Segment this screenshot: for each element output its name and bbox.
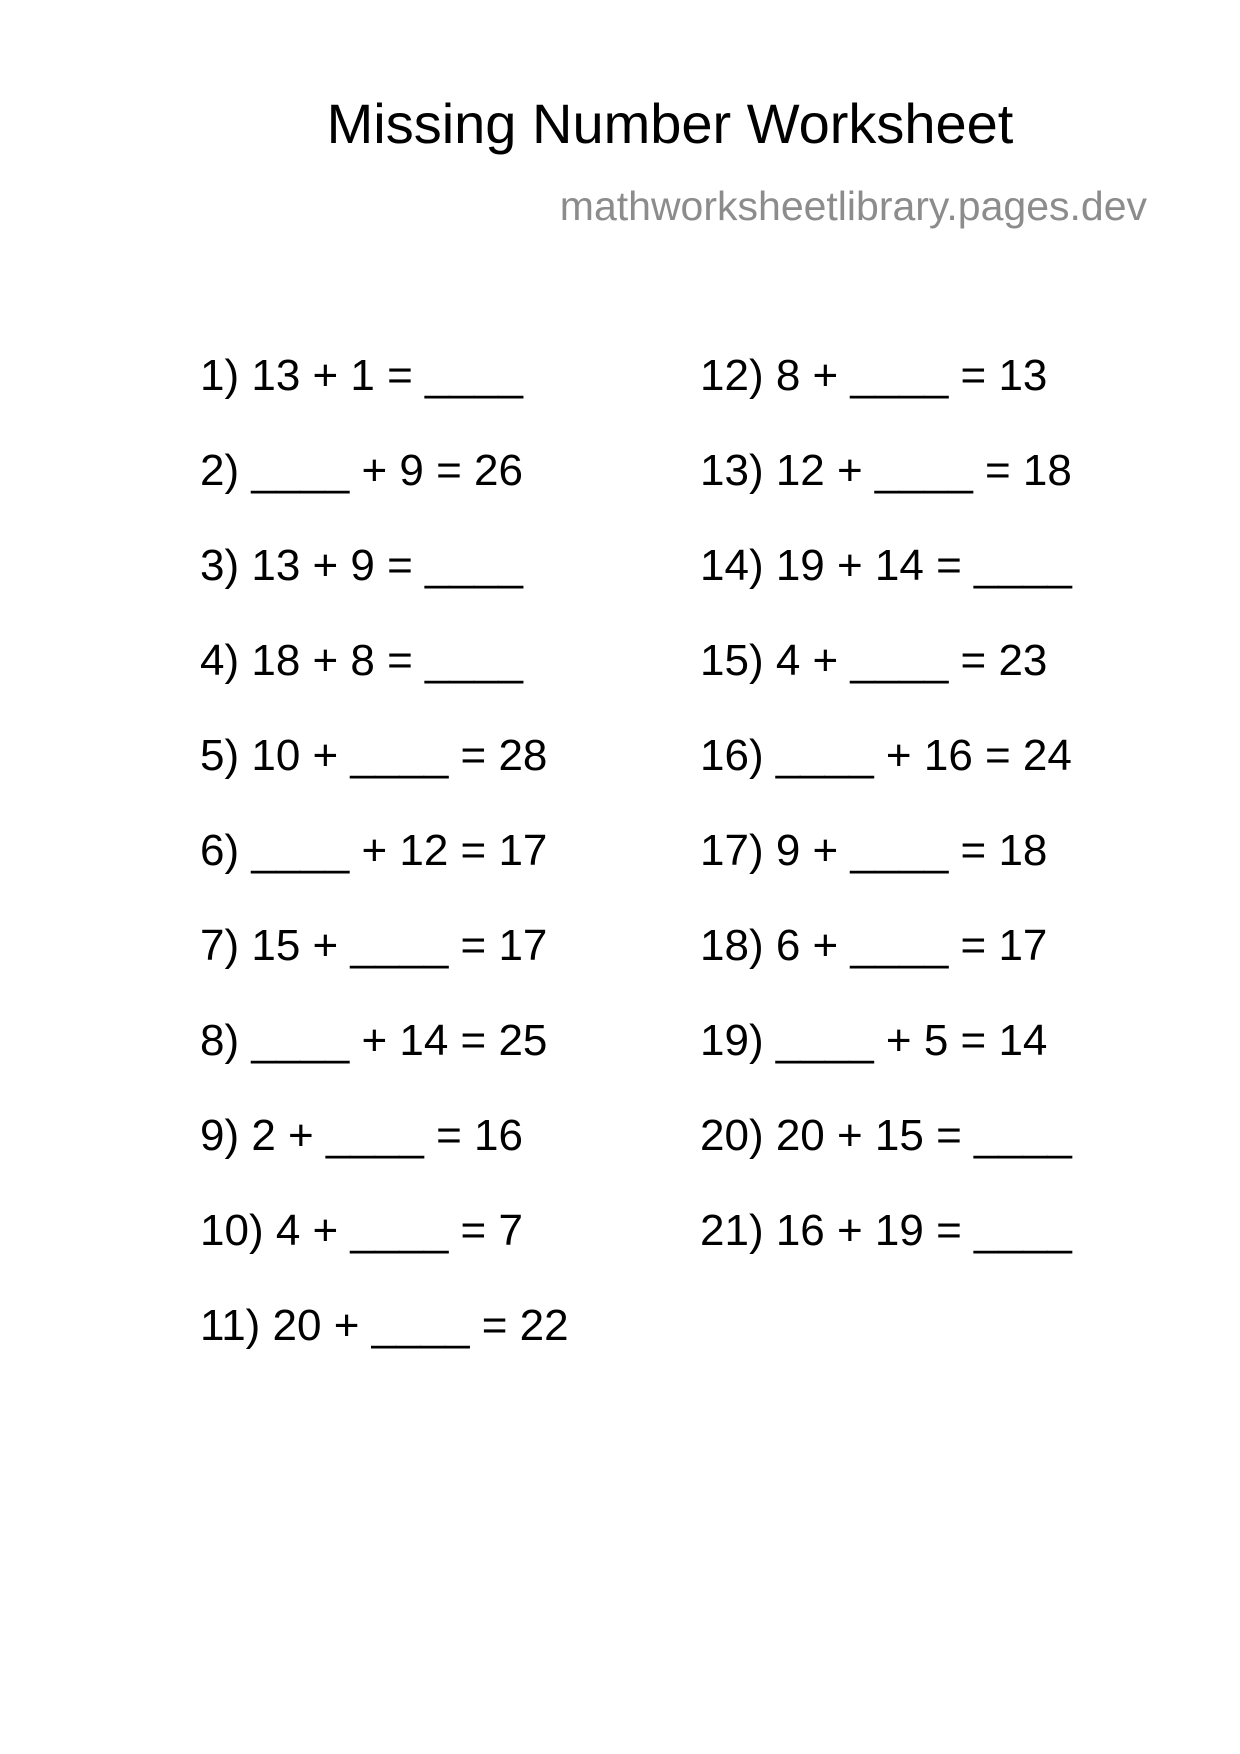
problem-21: 21) 16 + 19 = ____ bbox=[700, 1206, 1072, 1255]
problem-8: 8) ____ + 14 = 25 bbox=[200, 1016, 548, 1065]
problem-5: 5) 10 + ____ = 28 bbox=[200, 731, 548, 780]
problem-6: 6) ____ + 12 = 17 bbox=[200, 826, 548, 875]
problem-3: 3) 13 + 9 = ____ bbox=[200, 541, 523, 590]
problem-18: 18) 6 + ____ = 17 bbox=[700, 921, 1048, 970]
problem-15: 15) 4 + ____ = 23 bbox=[700, 636, 1048, 685]
problem-1: 1) 13 + 1 = ____ bbox=[200, 351, 523, 400]
problem-14: 14) 19 + 14 = ____ bbox=[700, 541, 1072, 590]
problem-column-left bbox=[200, 351, 569, 1399]
problem-10: 10) 4 + ____ = 7 bbox=[200, 1206, 523, 1255]
problem-9: 9) 2 + ____ = 16 bbox=[200, 1111, 523, 1160]
problem-11: 11) 20 + ____ = 22 bbox=[200, 1301, 569, 1350]
problem-13: 13) 12 + ____ = 18 bbox=[700, 446, 1072, 495]
problem-7: 7) 15 + ____ = 17 bbox=[200, 921, 548, 970]
page-title: Missing Number Worksheet bbox=[326, 92, 1014, 155]
problem-19: 19) ____ + 5 = 14 bbox=[700, 1016, 1048, 1065]
problem-column-right bbox=[700, 351, 1072, 1304]
problem-2: 2) ____ + 9 = 26 bbox=[200, 446, 523, 495]
problem-4: 4) 18 + 8 = ____ bbox=[200, 636, 523, 685]
problem-20: 20) 20 + 15 = ____ bbox=[700, 1111, 1072, 1160]
problem-17: 17) 9 + ____ = 18 bbox=[700, 826, 1048, 875]
source-url: mathworksheetlibrary.pages.dev bbox=[559, 183, 1147, 229]
problem-16: 16) ____ + 16 = 24 bbox=[700, 731, 1072, 780]
problem-12: 12) 8 + ____ = 13 bbox=[700, 351, 1048, 400]
